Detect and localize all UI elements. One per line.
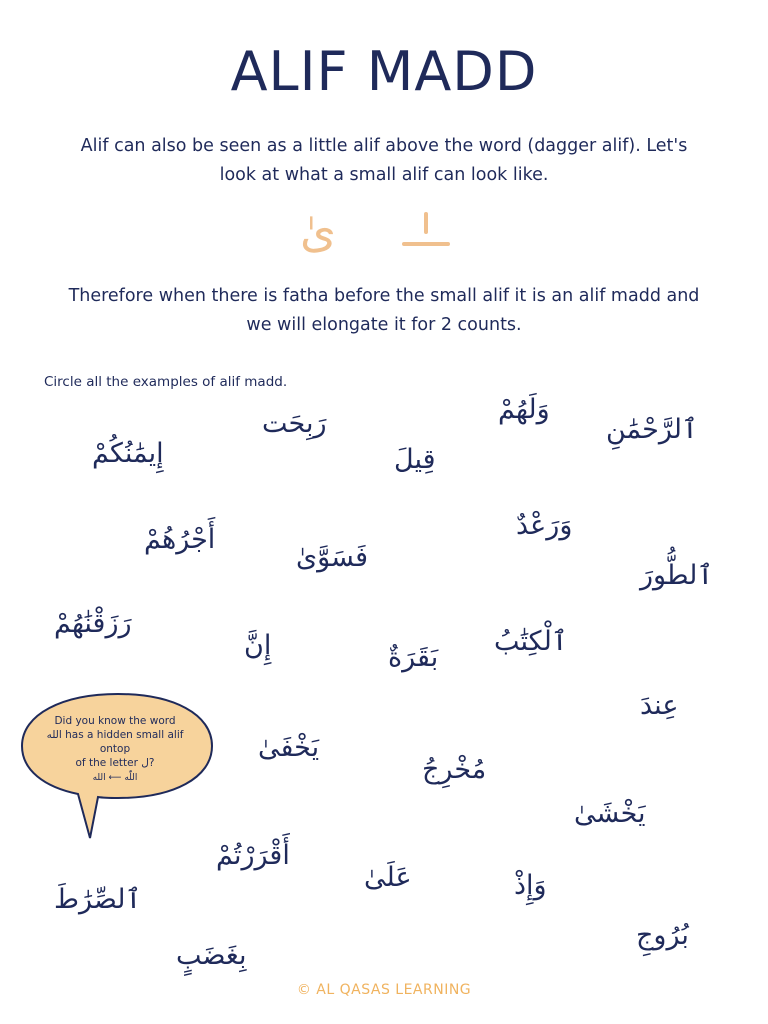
allah-with-alif: اللّٰه <box>124 773 138 783</box>
word-item[interactable]: أَجْرُهُمْ <box>144 524 216 555</box>
word-item[interactable]: ٱلطُّورَ <box>640 560 714 591</box>
dagger-alif-stem <box>424 212 428 234</box>
fact-speech-bubble <box>18 692 212 804</box>
word-item[interactable]: ٱلرَّحْمَٰنِ <box>606 414 698 445</box>
copyright-footer: © AL QASAS LEARNING <box>296 982 472 998</box>
bubble-line-2: الله has a hidden small alif ontop <box>46 729 184 755</box>
bubble-text <box>30 714 200 785</box>
dagger-alif-on-ya: ىٰ <box>300 204 337 258</box>
arrow-left-icon: ⟵ <box>108 773 122 783</box>
bubble-line-3: of the letter ل? <box>75 757 155 769</box>
word-item[interactable]: وَإِذْ <box>514 870 547 901</box>
word-item[interactable]: بَقَرَةٌ <box>388 642 439 673</box>
bubble-arrow-row <box>30 771 200 785</box>
word-item[interactable]: فَسَوَّىٰ <box>296 542 369 573</box>
word-item[interactable]: رَزَقْنَٰهُمْ <box>54 608 132 639</box>
word-item[interactable]: عِندَ <box>640 690 679 721</box>
word-item[interactable]: أَقْرَرْتُمْ <box>216 840 290 871</box>
dagger-alif-base <box>402 242 450 246</box>
instruction-text: Circle all the examples of alif madd. <box>44 374 288 390</box>
word-item[interactable]: إِيمَٰنُكُمْ <box>92 438 164 469</box>
word-item[interactable]: وَلَهُمْ <box>498 394 550 425</box>
word-item[interactable]: وَرَعْدٌ <box>516 510 573 541</box>
word-item[interactable]: مُخْرِجُ <box>422 754 487 785</box>
bubble-line-1: Did you know the word <box>54 715 176 727</box>
word-item[interactable]: إِنَّ <box>244 630 272 661</box>
word-item[interactable]: ٱلْكِتَٰبُ <box>494 626 568 657</box>
word-item[interactable]: عَلَىٰ <box>364 862 412 893</box>
word-item[interactable]: قِيلَ <box>394 444 436 475</box>
explanation-paragraph: Therefore when there is fatha before the small alif it is an alif madd and we will elongate it for 2 counts. <box>68 286 700 335</box>
allah-word: الله <box>46 729 62 741</box>
word-item[interactable]: بِغَضَبٍ <box>176 940 247 971</box>
dagger-alif-symbol <box>402 212 450 254</box>
allah-word-plain: الله <box>92 773 106 783</box>
word-item[interactable]: بُرُوجِ <box>636 920 689 951</box>
word-item[interactable]: ٱلصِّرَٰطَ <box>54 884 142 915</box>
page-title: ALIF MADD <box>230 40 538 103</box>
word-item[interactable]: رَبِحَت <box>262 408 327 439</box>
word-item[interactable]: يَخْشَىٰ <box>574 798 646 829</box>
intro-paragraph: Alif can also be seen as a little alif above the word (dagger alif). Let's look at what a small alif can look like. <box>80 136 688 185</box>
word-item[interactable]: يَخْفَىٰ <box>258 732 320 763</box>
